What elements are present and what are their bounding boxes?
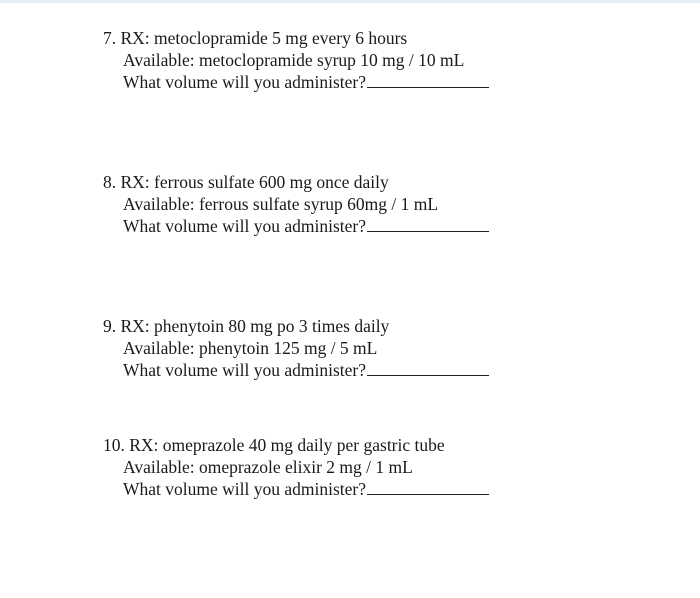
problem-number: 9.	[103, 316, 117, 336]
rx-text: RX: omeprazole 40 mg daily per gastric tube	[129, 435, 445, 455]
problem-9	[103, 315, 489, 381]
problem-10	[103, 434, 489, 500]
question-text: What volume will you administer?	[123, 72, 367, 92]
question-text: What volume will you administer?	[123, 479, 367, 499]
available-text: Available: omeprazole elixir 2 mg / 1 mL	[123, 457, 413, 477]
question-line	[103, 215, 489, 237]
problem-number: 8.	[103, 172, 117, 192]
problem-8	[103, 171, 489, 237]
top-border-strip	[0, 0, 700, 3]
available-text: Available: metoclopramide syrup 10 mg / 10 mL	[123, 50, 465, 70]
available-text: Available: ferrous sulfate syrup 60mg / 1 mL	[123, 194, 439, 214]
rx-line	[103, 171, 489, 193]
rx-text: RX: metoclopramide 5 mg every 6 hours	[120, 28, 408, 48]
question-text: What volume will you administer?	[123, 216, 367, 236]
answer-blank[interactable]	[367, 73, 489, 88]
question-line	[103, 478, 489, 500]
available-text: Available: phenytoin 125 mg / 5 mL	[123, 338, 378, 358]
rx-line	[103, 27, 489, 49]
question-line	[103, 359, 489, 381]
answer-blank[interactable]	[367, 217, 489, 232]
rx-text: RX: ferrous sulfate 600 mg once daily	[120, 172, 389, 192]
answer-blank[interactable]	[367, 361, 489, 376]
rx-text: RX: phenytoin 80 mg po 3 times daily	[120, 316, 390, 336]
question-text: What volume will you administer?	[123, 360, 367, 380]
rx-line	[103, 315, 489, 337]
answer-blank[interactable]	[367, 480, 489, 495]
problem-number: 7.	[103, 28, 117, 48]
problem-7	[103, 27, 489, 93]
problem-number: 10.	[103, 435, 125, 455]
rx-line	[103, 434, 489, 456]
question-line	[103, 71, 489, 93]
